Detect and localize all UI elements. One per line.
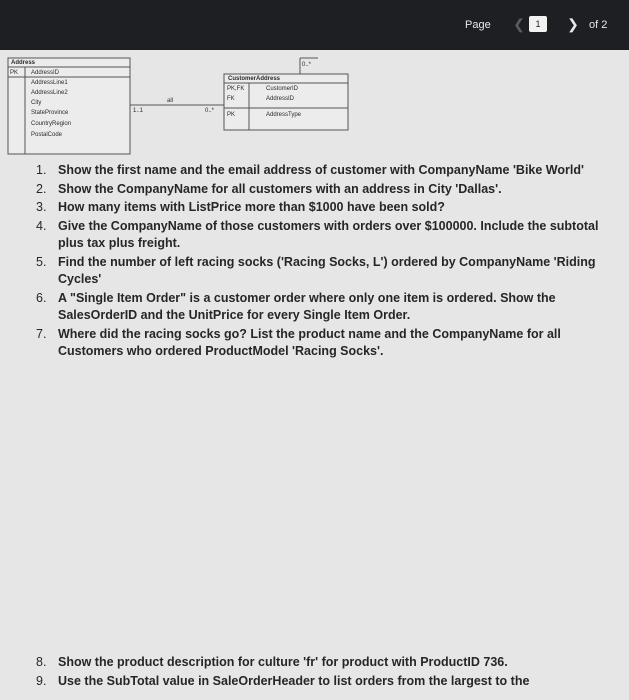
relationship-label-left: 1..1 <box>133 108 144 114</box>
question-number: 4. <box>36 219 47 234</box>
question-number: 7. <box>36 326 47 341</box>
address-field-key: PK <box>10 70 19 76</box>
question-number: 6. <box>36 290 47 305</box>
next-page-button[interactable] <box>567 15 579 33</box>
customer-address-entity-title: CustomerAddress <box>228 76 281 82</box>
question-number: 5. <box>36 255 47 270</box>
question-item <box>36 254 622 288</box>
customer-address-field: AddressType <box>266 112 302 118</box>
question-item <box>36 199 622 216</box>
chevron-left-icon: ❮ <box>513 16 525 32</box>
question-text: Where did the racing socks go? List the product name and the CompanyName for all Customers who ordered ProductModel 'Racing Socks'. <box>58 326 561 359</box>
question-list-continued <box>36 654 622 691</box>
customer-address-field: CustomerID <box>266 86 299 92</box>
customer-address-field: AddressID <box>266 96 295 102</box>
question-text: A "Single Item Order" is a customer order where only one item is ordered. Show the SalesOrderID and the UnitPrice for every Single Item Order. <box>58 290 556 323</box>
question-number: 1. <box>36 163 47 177</box>
question-text: Find the number of left racing socks ('Racing Socks, L') ordered by CompanyName 'Riding Cycles' <box>58 255 596 287</box>
question-number: 8. <box>36 655 47 669</box>
question-item <box>36 673 622 690</box>
question-item <box>36 290 622 324</box>
question-number: 3. <box>36 200 47 215</box>
customer-address-field-key: FK <box>227 96 235 102</box>
address-field: StateProvince <box>31 110 69 116</box>
viewer-toolbar <box>0 0 629 50</box>
question-item <box>36 218 622 252</box>
address-field: AddressID <box>31 70 60 76</box>
address-entity-title: Address <box>11 60 36 66</box>
relationship-label-right: 0..* <box>205 108 215 114</box>
address-entity-box <box>8 58 130 154</box>
er-diagram <box>0 50 629 160</box>
question-item <box>36 181 622 198</box>
question-number: 2. <box>36 181 47 196</box>
question-list <box>36 162 622 362</box>
customer-address-field-key: PK <box>227 112 236 118</box>
question-item <box>36 654 622 671</box>
page-number-input[interactable]: 1 <box>529 16 547 32</box>
question-item <box>36 326 622 360</box>
question-text: Use the SubTotal value in SaleOrderHeader to list orders from the largest to the <box>58 673 530 688</box>
address-field: CountryRegion <box>31 121 72 127</box>
question-text: Show the CompanyName for all customers with an address in City 'Dallas'. <box>58 181 502 196</box>
relationship-label-mid: all <box>167 98 174 104</box>
page-count-label: of 2 <box>589 19 608 31</box>
address-field: AddressLine1 <box>31 80 68 86</box>
page-label: Page <box>465 19 491 31</box>
previous-page-button[interactable] <box>513 15 525 33</box>
customer-address-field-key: PK,FK <box>227 86 245 92</box>
chevron-right-icon: ❯ <box>567 16 579 32</box>
question-text: Give the CompanyName of those customers with orders over $100000. Include the subtotal plus tax plus freight. <box>58 219 599 251</box>
relationship-label-top: 0..* <box>302 62 312 68</box>
question-text: Show the product description for culture 'fr' for product with ProductID 736. <box>58 655 508 669</box>
question-text: How many items with ListPrice more than $1000 have been sold? <box>58 200 445 215</box>
address-field: PostalCode <box>31 132 63 138</box>
address-field: AddressLine2 <box>31 90 68 96</box>
address-field: City <box>31 100 42 106</box>
question-number: 9. <box>36 673 47 688</box>
question-text: Show the first name and the email address of customer with CompanyName 'Bike World' <box>58 163 584 177</box>
question-item <box>36 162 622 179</box>
